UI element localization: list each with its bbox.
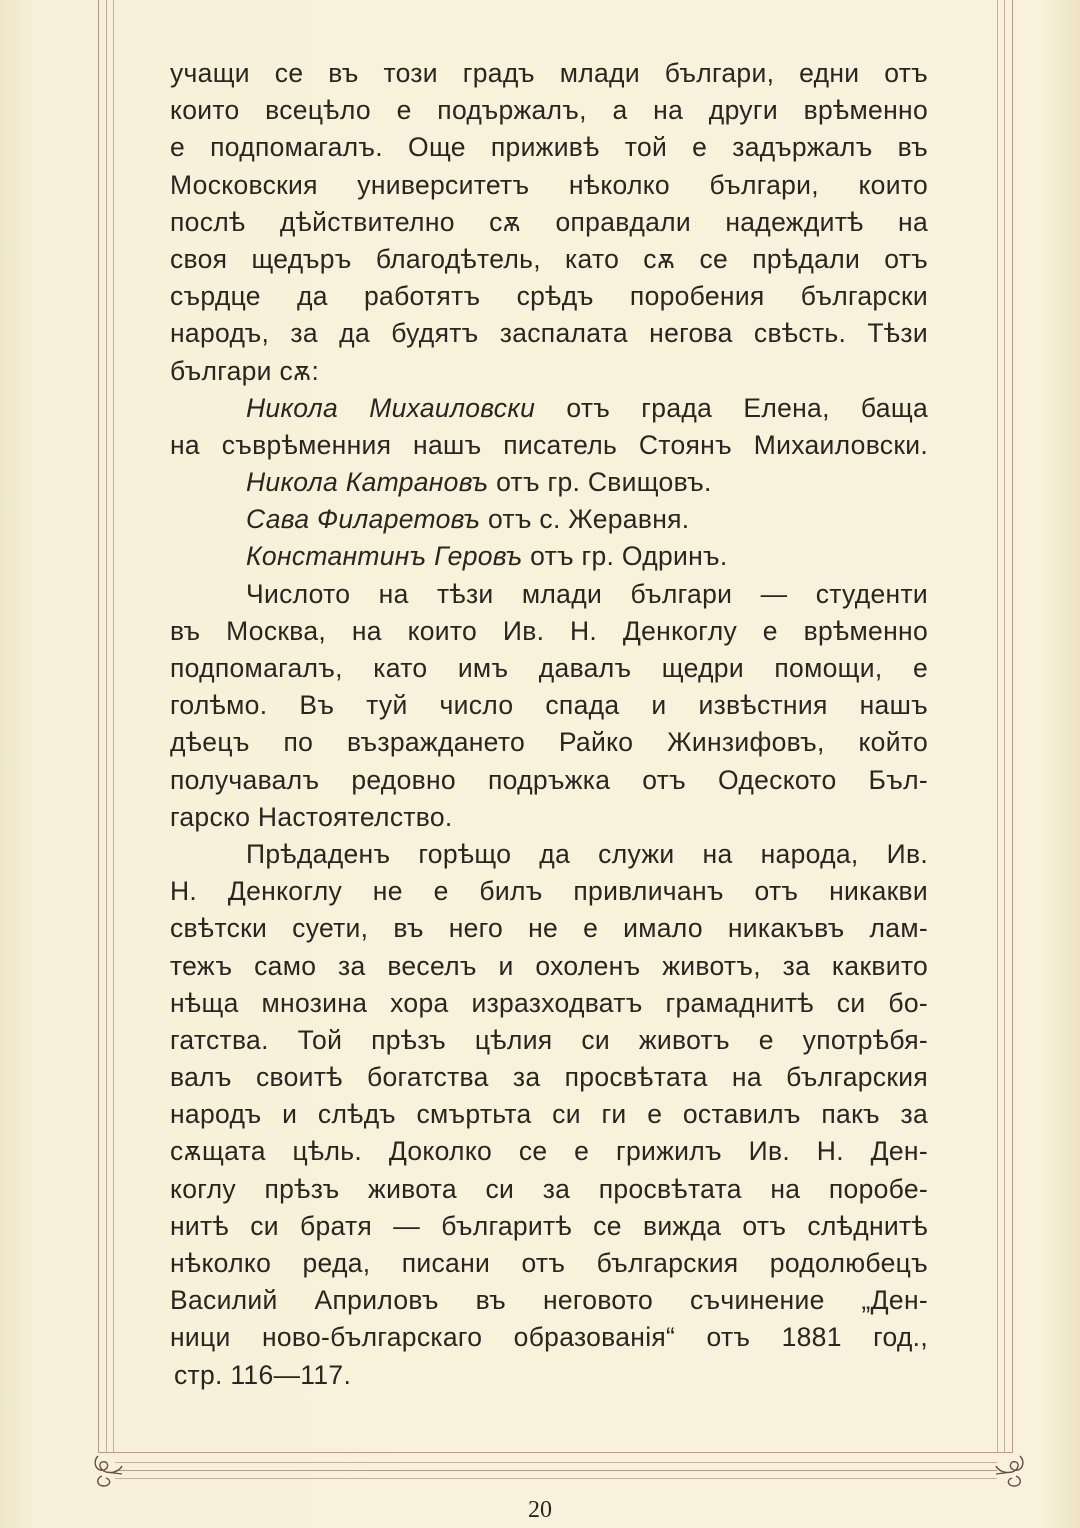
text-line: гарско Настоятелство. (170, 801, 453, 832)
text-line: нѣща мнозина хора изразходватъ грамаднитѣ си бо- (170, 987, 928, 1018)
text-line: гатства. Той прѣзъ цѣлия си животъ е употрѣбя- (170, 1024, 928, 1055)
text-line: тежъ само за веселъ и охоленъ животъ, за каквито (170, 950, 928, 981)
text-line: въ Москва, на които Ив. Н. Денкоглу е врѣменно (170, 615, 928, 646)
text-line: учащи се въ този градъ млади българи, едни отъ (170, 58, 928, 88)
frame-line-right-inner (997, 0, 998, 1452)
text-line: свѣтски суети, въ него не е имало никакъвъ лам- (170, 913, 928, 944)
text-line: своя щедъръ благодѣтель, като сѫ се прѣдали отъ (170, 243, 928, 274)
text-line: сърдце да работятъ срѣдъ поробения български (170, 281, 928, 312)
body-text (170, 55, 928, 1394)
name-entry (170, 501, 928, 538)
text-line: дѣецъ по възраждането Райко Жинзифовъ, който (170, 727, 928, 758)
frame-line-right-outer (1012, 0, 1013, 1452)
name-entry (170, 464, 928, 501)
text-line: народъ, за да будятъ заспалата негова свѣсть. Тѣзи (170, 318, 928, 349)
text-line: на съврѣменния нашъ писатель Стоянъ Михаиловски. (170, 429, 928, 460)
text-line: българи сѫ: (170, 355, 320, 386)
frame-line-bottom-1 (98, 1452, 1013, 1453)
text-line: коглу прѣзъ живота си за просвѣтата на поробе- (170, 1173, 928, 1204)
name-entry (170, 390, 928, 427)
text-line: Числото на тѣзи млади българи — студенти (246, 578, 928, 609)
page-number: 20 (528, 1497, 552, 1523)
person-name: Никола Катрановъ (246, 467, 489, 498)
frame-line-bottom-3 (115, 1470, 997, 1471)
person-name: Никола Михаиловски (246, 392, 536, 423)
frame-line-left-outer (98, 0, 99, 1452)
text-line: Василий Априловъ въ неговото съчинение „Ден- (170, 1285, 928, 1316)
text-line: послѣ дѣйствително сѫ оправдали надеждитѣ на (170, 206, 928, 237)
name-detail: отъ гр. Одринъ. (522, 541, 728, 572)
text-line: нитѣ си братя — българитѣ се вижда отъ слѣднитѣ (170, 1210, 928, 1241)
name-detail: отъ с. Жеравня. (480, 504, 690, 535)
frame-line-bottom-2 (115, 1462, 997, 1463)
text-line: стр. 116—117. (174, 1359, 352, 1390)
text-line: е подпомагалъ. Още приживѣ той е задържалъ въ (170, 132, 928, 163)
frame-line-bottom-4 (115, 1478, 997, 1479)
person-name: Константинъ Геровъ (246, 541, 523, 572)
corner-ornament-left-icon (92, 1448, 128, 1492)
text-line: нѣколко реда, писани отъ българския родолюбецъ (170, 1248, 928, 1278)
text-line: подпомагалъ, като имъ давалъ щедри помощи, е (170, 653, 928, 683)
name-detail: отъ гр. Свищовъ. (488, 467, 712, 498)
text-line: ници ново-българскаго образованія“ отъ 1881 год., (170, 1322, 928, 1353)
text-line: сѫщата цѣль. Доколко се е грижилъ Ив. Н. Ден- (170, 1136, 928, 1167)
text-line: Прѣдаденъ горѣщо да служи на народа, Ив. (246, 838, 928, 869)
text-line: голѣмо. Въ туй число спада и извѣстния нашъ (170, 690, 928, 721)
frame-line-left-inner (113, 0, 114, 1452)
text-line: които всецѣло е подържалъ, а на други врѣменно (170, 95, 928, 126)
text-line: Н. Денкоглу не е билъ привличанъ отъ никакви (170, 876, 928, 907)
person-name: Сава Филаретовъ (246, 504, 481, 535)
corner-ornament-right-icon (990, 1448, 1026, 1492)
text-line: валъ своитѣ богатства за просвѣтата на българския (170, 1062, 928, 1093)
name-detail: отъ града Елена, баща (535, 392, 928, 423)
frame-line-left-middle (106, 0, 107, 1452)
frame-line-right-middle (1004, 0, 1005, 1452)
text-line: Московския университетъ нѣколко българи, които (170, 169, 928, 200)
text-line: народъ и слѣдъ смъртьта си ги е оставилъ пакъ за (170, 1099, 928, 1130)
name-entry (170, 538, 928, 575)
text-line: получавалъ редовно подръжка отъ Одеското Бъл- (170, 764, 928, 795)
